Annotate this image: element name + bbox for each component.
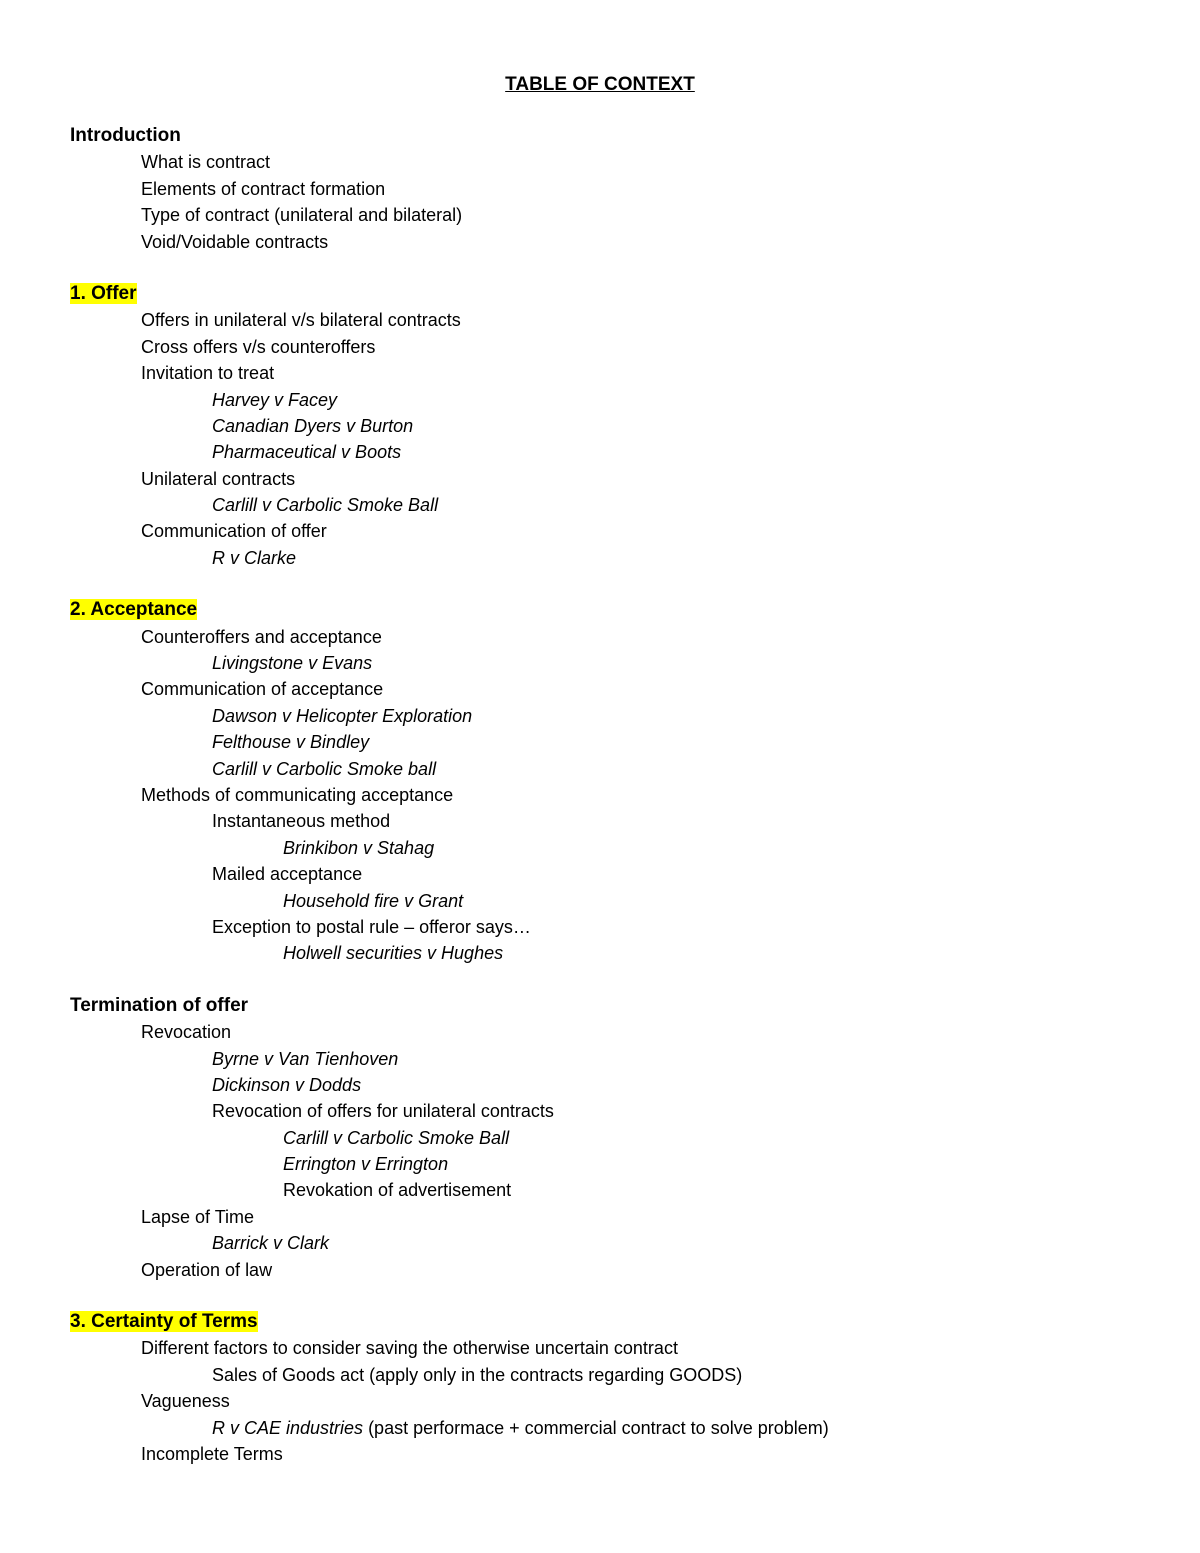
line-text: Lapse of Time [141, 1206, 255, 1227]
case-citation [70, 1125, 1150, 1151]
topic-item [70, 1177, 1150, 1203]
case-citation [70, 888, 1150, 914]
line-text: Incomplete Terms [141, 1443, 283, 1464]
spacer [70, 255, 1150, 281]
case-citation [70, 756, 1150, 782]
topic-item [70, 1441, 1150, 1467]
case-citation [70, 439, 1150, 465]
case-citation [70, 492, 1150, 518]
spacer [70, 571, 1150, 597]
line-text: Unilateral contracts [141, 468, 296, 489]
line-text: Communication of offer [141, 521, 327, 542]
topic-item [70, 1204, 1150, 1230]
line-text: Termination of offer [70, 994, 249, 1016]
line-text: Revocation of offers for unilateral contracts [212, 1101, 554, 1122]
line-text: Holwell securities v Hughes [283, 943, 504, 964]
line-text: Cross offers v/s counteroffers [141, 336, 376, 357]
topic-item [70, 1257, 1150, 1283]
line-text: Offers in unilateral v/s bilateral contracts [141, 310, 461, 331]
topic-item [70, 861, 1150, 887]
case-citation [70, 650, 1150, 676]
line-text: Methods of communicating acceptance [141, 784, 454, 805]
topic-item [70, 229, 1150, 255]
topic-item [70, 307, 1150, 333]
case-citation [70, 729, 1150, 755]
topic-item [70, 808, 1150, 834]
line-text: 3. Certainty of Terms [70, 1311, 258, 1333]
line-text: Carlill v Carbolic Smoke ball [212, 758, 437, 779]
line-text: Barrick v Clark [212, 1233, 330, 1254]
line-text: Carlill v Carbolic Smoke Ball [212, 495, 439, 516]
topic-item [70, 149, 1150, 175]
line-text: Sales of Goods act (apply only in the contracts regarding GOODS) [212, 1364, 743, 1385]
case-citation [70, 1046, 1150, 1072]
line-text: What is contract [141, 152, 271, 173]
line-text: Revocation [141, 1022, 232, 1043]
topic-item [70, 334, 1150, 360]
line-text: Counteroffers and acceptance [141, 626, 382, 647]
table-of-contents [70, 123, 1150, 1467]
line-text: Dawson v Helicopter Exploration [212, 705, 473, 726]
line-text: Operation of law [141, 1259, 273, 1280]
section-heading [70, 281, 1150, 307]
line-text: Livingstone v Evans [212, 653, 373, 674]
line-text: Pharmaceutical v Boots [212, 442, 402, 463]
case-citation [70, 413, 1150, 439]
topic-item [70, 466, 1150, 492]
case-citation [70, 703, 1150, 729]
line-text: Different factors to consider saving the otherwise uncertain contract [141, 1338, 678, 1359]
line-text: Instantaneous method [212, 811, 391, 832]
line-text: Introduction [70, 125, 181, 146]
line-text: Revokation of advertisement [283, 1180, 512, 1201]
spacer [70, 967, 1150, 993]
line-text: Felthouse v Bindley [212, 732, 370, 753]
line-text: Household fire v Grant [283, 890, 464, 911]
line-text: Elements of contract formation [141, 178, 386, 199]
line-text: Brinkibon v Stahag [283, 837, 435, 858]
line-text: Byrne v Van Tienhoven [212, 1048, 399, 1069]
line-text: Harvey v Facey [212, 389, 338, 410]
topic-item [70, 176, 1150, 202]
case-citation [70, 940, 1150, 966]
line-text: Dickinson v Dodds [212, 1074, 362, 1095]
topic-item [70, 624, 1150, 650]
topic-item [70, 1019, 1150, 1045]
topic-item [70, 1335, 1150, 1361]
case-citation [70, 545, 1150, 571]
topic-item [70, 782, 1150, 808]
line-text: Errington v Errington [283, 1154, 449, 1175]
case-citation [70, 1072, 1150, 1098]
section-heading [70, 123, 1150, 149]
document-title: TABLE OF CONTEXT [505, 74, 695, 95]
line-text: Carlill v Carbolic Smoke Ball [283, 1127, 510, 1148]
line-text: Type of contract (unilateral and bilateral) [141, 205, 463, 226]
line-text: R v Clarke [212, 547, 297, 568]
case-citation: R v CAE industries [212, 1417, 364, 1438]
line-text: Invitation to treat [141, 363, 275, 384]
topic-item [70, 1415, 1150, 1441]
topic-item [70, 676, 1150, 702]
line-text: 1. Offer [70, 282, 137, 304]
line-text: Void/Voidable contracts [141, 231, 329, 252]
topic-item [70, 1098, 1150, 1124]
spacer [70, 1283, 1150, 1309]
topic-item [70, 360, 1150, 386]
line-text: Mailed acceptance [212, 864, 363, 885]
line-text: 2. Acceptance [70, 599, 198, 621]
case-citation [70, 835, 1150, 861]
case-note: (past performace + commercial contract to solve problem) [363, 1417, 829, 1438]
topic-item [70, 1362, 1150, 1388]
case-citation [70, 387, 1150, 413]
section-heading [70, 597, 1150, 623]
section-heading [70, 1309, 1150, 1335]
line-text: Exception to postal rule – offeror says… [212, 916, 531, 937]
section-heading [70, 993, 1150, 1019]
topic-item [70, 518, 1150, 544]
case-citation [70, 1230, 1150, 1256]
topic-item [70, 202, 1150, 228]
line-text: Communication of acceptance [141, 679, 384, 700]
topic-item [70, 1388, 1150, 1414]
topic-item [70, 914, 1150, 940]
line-text: Vagueness [141, 1391, 230, 1412]
line-text: Canadian Dyers v Burton [212, 415, 414, 436]
case-citation [70, 1151, 1150, 1177]
